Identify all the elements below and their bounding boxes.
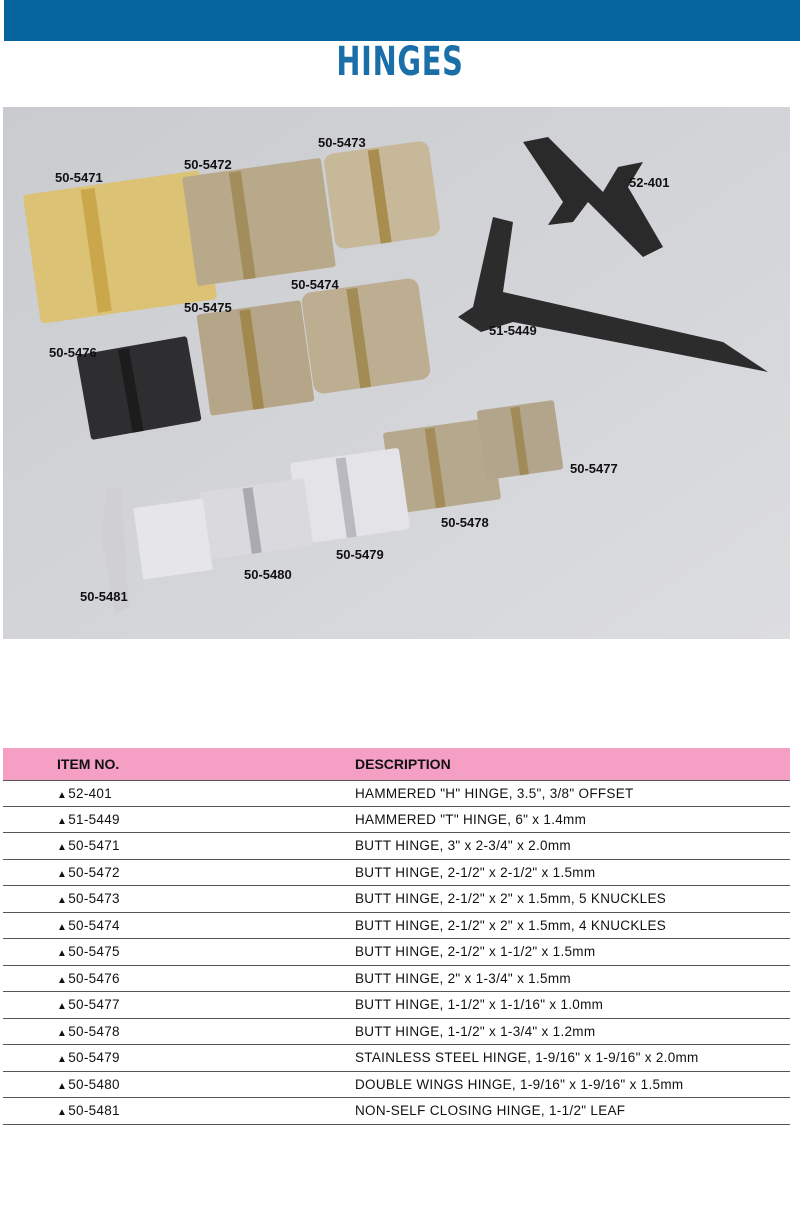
header-description: DESCRIPTION [355,756,451,772]
item-number-text: 50-5481 [68,1103,120,1119]
item-number [3,997,307,1012]
item-number [3,812,307,827]
label-50-5475: 50-5475 [184,300,232,315]
label-52-401: 52-401 [629,175,670,190]
triangle-icon: ▲ [57,789,68,801]
label-50-5472: 50-5472 [184,157,232,172]
item-table [3,748,790,1125]
item-number-text: 50-5471 [68,838,120,854]
table-row [3,939,790,966]
hinge-50-5473 [323,140,441,250]
item-number [3,1103,307,1118]
table-row [3,860,790,887]
triangle-icon: ▲ [57,815,68,827]
label-50-5477: 50-5477 [570,461,618,476]
label-51-5449: 51-5449 [489,323,537,338]
triangle-icon: ▲ [57,895,68,907]
hinge-50-5475 [196,300,314,416]
table-row [3,1072,790,1099]
label-50-5473: 50-5473 [318,135,366,150]
hinge-50-5477 [477,400,564,480]
triangle-icon: ▲ [57,948,68,960]
page-title: HINGES [336,39,464,85]
item-number [3,971,307,986]
label-50-5476: 50-5476 [49,345,97,360]
item-number [3,1077,307,1092]
item-number-text: 50-5472 [68,864,120,880]
item-number [3,786,307,801]
label-50-5480: 50-5480 [244,567,292,582]
table-row [3,992,790,1019]
item-description: NON-SELF CLOSING HINGE, 1-1/2" LEAF [355,1103,626,1119]
item-description: BUTT HINGE, 1-1/2" x 1-3/4" x 1.2mm [355,1023,596,1039]
item-description: HAMMERED "T" HINGE, 6" x 1.4mm [355,811,587,827]
item-description: BUTT HINGE, 3" x 2-3/4" x 2.0mm [355,838,571,854]
label-50-5481: 50-5481 [80,589,128,604]
item-number-text: 50-5473 [68,891,120,907]
table-row [3,1098,790,1125]
label-50-5478: 50-5478 [441,515,489,530]
item-number-text: 50-5476 [68,970,120,986]
table-row [3,1045,790,1072]
item-number-text: 50-5478 [68,1023,120,1039]
table-row [3,1019,790,1046]
hinge-50-5474 [300,277,431,394]
triangle-icon: ▲ [57,921,68,933]
item-number-text: 50-5480 [68,1076,120,1092]
item-number-text: 50-5477 [68,997,120,1013]
triangle-icon: ▲ [57,842,68,854]
triangle-icon: ▲ [57,1054,68,1066]
table-row [3,966,790,993]
table-body [3,780,790,1125]
table-row [3,913,790,940]
item-number-text: 50-5474 [68,917,120,933]
header-item-no: ITEM NO. [57,756,120,772]
triangle-icon: ▲ [57,1027,68,1039]
item-number [3,865,307,880]
item-description: BUTT HINGE, 2" x 1-3/4" x 1.5mm [355,970,571,986]
label-50-5479: 50-5479 [336,547,384,562]
item-number [3,944,307,959]
label-50-5471: 50-5471 [55,170,103,185]
item-number-text: 50-5475 [68,944,120,960]
label-50-5474: 50-5474 [291,277,339,292]
item-description: BUTT HINGE, 2-1/2" x 2-1/2" x 1.5mm [355,864,596,880]
item-description: HAMMERED "H" HINGE, 3.5", 3/8" OFFSET [355,785,634,801]
item-description: BUTT HINGE, 1-1/2" x 1-1/16" x 1.0mm [355,997,604,1013]
item-number [3,918,307,933]
item-number [3,838,307,853]
header-bar [4,0,800,41]
triangle-icon: ▲ [57,868,68,880]
item-description: BUTT HINGE, 2-1/2" x 2" x 1.5mm, 4 KNUCKLES [355,917,667,933]
item-number-text: 50-5479 [68,1050,120,1066]
table-row [3,807,790,834]
item-number-text: 51-5449 [68,811,120,827]
triangle-icon: ▲ [57,974,68,986]
table-row [3,886,790,913]
triangle-icon: ▲ [57,1107,68,1119]
hinge-50-5472 [182,158,336,286]
triangle-icon: ▲ [57,1080,68,1092]
item-description: DOUBLE WINGS HINGE, 1-9/16" x 1-9/16" x 1.5mm [355,1076,684,1092]
item-number-text: 52-401 [68,785,113,801]
item-number [3,891,307,906]
table-row [3,833,790,860]
triangle-icon: ▲ [57,1001,68,1013]
table-row [3,780,790,807]
item-number [3,1024,307,1039]
item-description: BUTT HINGE, 2-1/2" x 2" x 1.5mm, 5 KNUCKLES [355,891,667,907]
item-description: STAINLESS STEEL HINGE, 1-9/16" x 1-9/16" x 2.0mm [355,1050,699,1066]
item-number [3,1050,307,1065]
product-photo [3,107,790,639]
item-description: BUTT HINGE, 2-1/2" x 1-1/2" x 1.5mm [355,944,596,960]
table-header [3,748,790,780]
